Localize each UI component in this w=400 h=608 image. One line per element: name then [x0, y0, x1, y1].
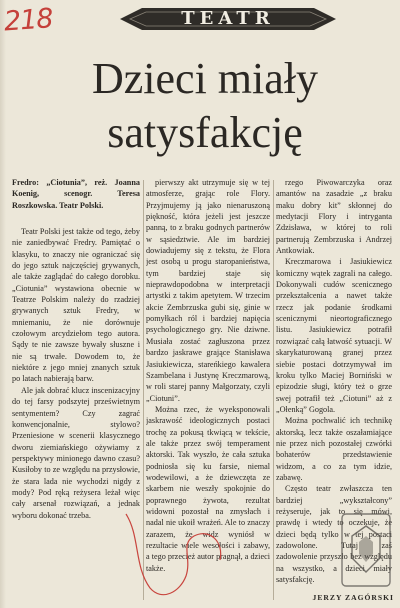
headline	[30, 52, 380, 160]
paragraph: Często teatr zwłaszcza ten bardziej „wykształcony” reżyseruje, jak to się mówi, prawdę i wtedy to oczekuje, że dzieci będą tylko w tej postaci zadowolone. Tutaj zaś zadowolenie przyszło bez względu na wszystko, a dzieci miały satysfakcję.	[276, 484, 392, 585]
author-signature: JERZY ZAGÓRSKI	[312, 593, 394, 602]
headline-line-2: satysfakcję	[107, 108, 303, 157]
paragraph: Można rzec, że wyeksponowali jaskrawość ideologicznych postaci trochę za pokusą tkwiącą w tekście, ale także przez swój temperament aktorski. Tak wyszło, że cała sztuka podniosła się ku farsie, niemal wodewilowi, a że dziewczęta ze skarbem nie weszły spokojnie do poprawnego żywota, rezultat widowni pozostał na zmysłach i nadal nie ukoił wrażeń. Ale to znaczy zarazem, że widz wyniósł w rezultacie wiele wesołości i zabawy, a tego przecież autor pragnął, a dzieci także.	[146, 404, 270, 573]
paragraph: Kreczmarowa i Jasiukiewicz komiczny wątek zagrali na całego. Dokonywali cudów scenicznego przekształcenia a nawet także rzecz jak podanie środkami scenicznymi nieortograficznego listu. Jasiukiewicz potrafił rozwiązać całą łatwość sytuacji. W skarykaturowaną granej przez siebie postaci dotrzymywał im kroku tylko Maciej Borniński w epizodzie sługi, który też o grze swej potrafił też „Ciotuni” aż z „Ołenką” Gogola.	[276, 257, 392, 414]
paragraph: Można pochwalić ich technikę aktorską, lecz także oszałamiające nie przez nich pozostałej czwórki bohaterów przedstawienie widzom, a co za tym idzie, zabawę.	[276, 416, 392, 482]
archive-stamp	[340, 512, 392, 588]
paragraph: Ale jak dobrać klucz inscenizacyjny do tej farsy podszytej prześwietnym sentymentem? Czy zagrać konwencjonalnie, stylowo? Przeniesione w scenerii klasycznego dworu ziemiańskiego ożywiamy z perspektywy minionego dawno czasu? Kusiłoby to ze względu na przysłowie, że stara lada nie wychodzi nigdy z mody? Pod ręką reżysera leżał więc cały arsenał rozwiązań, a jednak wyboru dokonać trzeba.	[12, 385, 140, 520]
paper-edge	[0, 0, 6, 608]
red-pen-doodle	[120, 496, 250, 606]
handwritten-number: 218	[2, 3, 54, 38]
column-divider	[273, 180, 274, 600]
paragraph: pierwszy akt utrzymuje się w tej atmosferze, grając role Flory. Przyjmujemy ją jako nienaruszoną piękność, która jeżeli jest jeszcze panną, to z braku godnych partnerów w sąsiedztwie. Ale im bardziej dowiadujemy się z tekstu, że Flora jest osobą u progu staropanieństwa, tym bardziej staje się nieprawdopodobna w interpretacji artystki z takim apetytem. W trzecim akcie Zembrzuska gubi się, ginie w pomyłkach ról i bardziej napięcia psychologicznego gry. Nie dziwne. Musiała zostać zagłuszona przez bardzo jaskrawe grające Stanisława Jasiukiewicza, stareńkiego kawalera Szambelana i Justynę Kreczmarową, w roli starej panny Małgorzaty, czyli „Ciotuni”.	[146, 178, 270, 403]
paragraph: rzego Piwowarczyka oraz amantów na zasadzie „z braku maku dobry kit” skłonnej do medytacji Flory i intryganta Zdzisława, w której to roli partnerują Zembrzuska i Andrzej Antkowiak.	[276, 178, 392, 256]
paragraph: Teatr Polski jest także od tego, żeby nie zaniedbywać Fredry. Pamiętać o klasyku, to znaczy nie ograniczać się do jego sztuk najczęściej grywanych, ale także zaglądać do całego dorobku. „Ciotunia” wystawiona obecnie w Teatrze Polskim należy do rzadziej grywanych sztuk Fredry, w mniemaniu, że nie dorównuje czołowym arcydziełom tego autora. Sądy te nie zawsze bywały słuszne i nie są trwałe. Dowodem to, że niektóre z jego mniej znanych sztuk po latach nabierają barw.	[12, 227, 140, 384]
section-title: TEATR	[181, 8, 275, 29]
headline-line-1: Dzieci miały	[91, 54, 318, 103]
production-credits: Fredro: „Ciotunia”, reż. Joanna Koenig, scenogr. Teresa Roszkowska. Teatr Polski.	[12, 178, 140, 210]
section-banner	[120, 6, 336, 32]
